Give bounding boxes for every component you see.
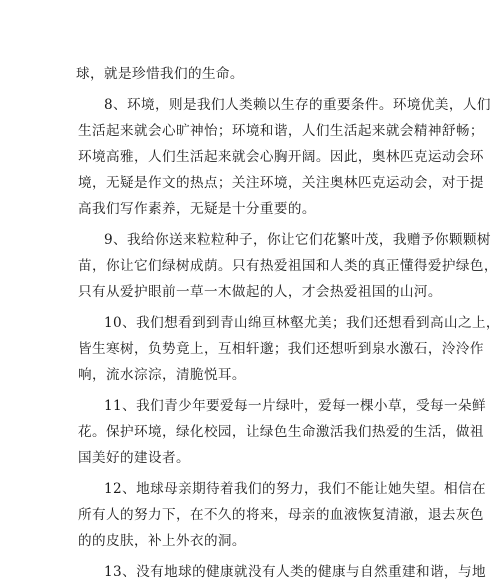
text-line: 的的皮肤，补上外衣的洞。 [78,533,246,549]
text-line: 国美好的建设者。 [78,450,190,466]
paragraph-9-line: 9、我给你送来粒粒种子，你让它们花繁叶茂，我赠予你颗颗树 [104,232,491,248]
paragraph-12-line: 12、地球母亲期待着我们的努力，我们不能让她失望。相信在 [104,481,486,497]
text-line: 球，就是珍惜我们的生命。 [76,66,244,82]
text-line: 所有人的努力下，在不久的将来，母亲的血液恢复清澈，退去灰色 [78,507,484,523]
text-line: 花。保护环境，绿化校园，让绿色生命激活我们热爱的生活，做祖 [78,424,484,440]
text-line: 环境高雅，人们生活起来就会心胸开阔。因此，奥林匹克运动会环 [78,149,484,165]
text-line: 高我们写作素养，无疑是十分重要的。 [78,201,316,217]
paragraph-11-line: 11、我们青少年要爱每一片绿叶，爱每一棵小草，受每一朵鲜 [104,398,486,414]
text-line: 苗，你让它们绿树成荫。只有热爱祖国和人类的真正懂得爱护绿色， [78,258,498,274]
text-line: 响，流水淙淙，清脆悦耳。 [78,367,246,383]
text-line: 境，无疑是作文的热点；关注环境，关注奥林匹克运动会，对于提 [78,175,484,191]
text-line: 只有从爱护眼前一草一木做起的人，才会热爱祖国的山河。 [78,284,442,300]
text-line: 生活起来就会心旷神怡；环境和谐，人们生活起来就会精神舒畅； [78,123,484,139]
paragraph-13-line: 13、没有地球的健康就没有人类的健康与自然重建和谐，与地 [104,564,486,580]
text-line: 皆生寒树，负势竟上，互相轩邈；我们还想听到泉水激石，泠泠作 [78,341,484,357]
paragraph-8-line: 8、环境，则是我们人类赖以生存的重要条件。环境优美，人们 [104,97,491,113]
paragraph-10-line: 10、我们想看到到青山绵亘林壑尤美；我们还想看到高山之上， [104,315,500,331]
